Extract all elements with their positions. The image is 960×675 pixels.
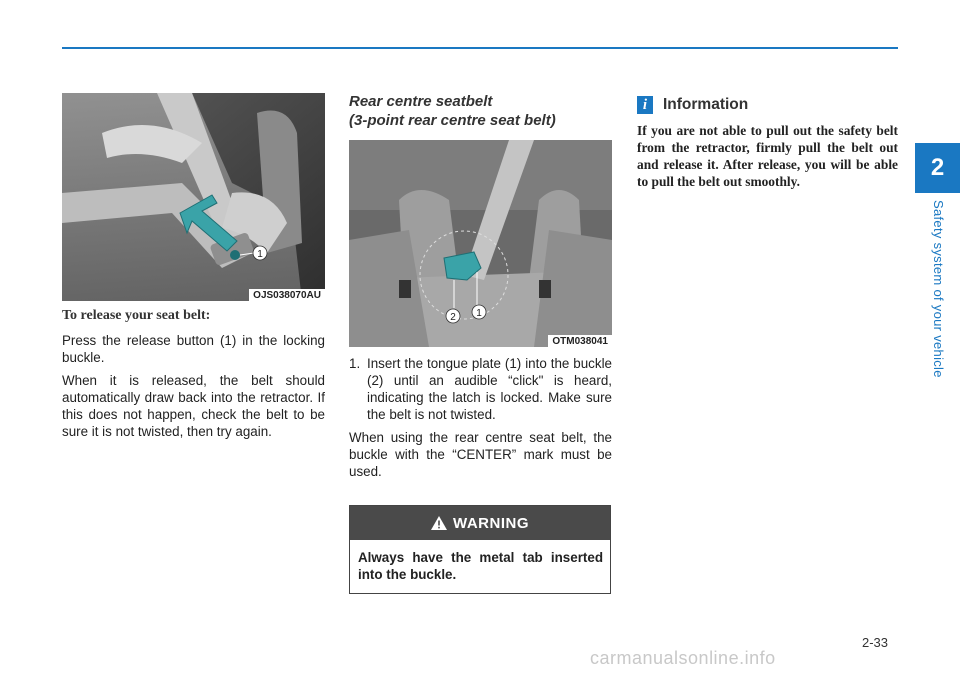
middle-column [349,92,612,142]
step-text: Insert the tongue plate (1) into the buckle (2) until an audible “click" is heard, indicating the latch is locked. Make sure the belt is not twisted. [367,356,612,422]
header-rule [62,47,898,49]
figure-callout-1: 1 [476,308,482,319]
section-heading [349,92,612,130]
warning-triangle-icon [431,516,447,530]
figure-rear-centre-seatbelt [349,140,612,347]
seatbelt-release-illustration [62,93,325,301]
information-title: Information [663,96,749,113]
section-heading: To release your seat belt: [62,308,211,323]
chapter-number-tab[interactable] [915,143,960,193]
rear-seatbelt-illustration [349,140,612,347]
left-column [62,308,325,446]
step-number: 1. [349,356,361,371]
paragraph: When using the rear centre seat belt, the buckle with the “CENTER” mark must be used. [349,430,612,479]
warning-text: Always have the metal tab inserted into the buckle. [358,550,603,582]
info-icon: i [637,96,653,114]
figure-code: OTM038041 [548,335,612,347]
figure-seatbelt-release [62,93,325,301]
watermark-text: carmanualsonline.info [590,648,776,668]
figure-code: OJS038070AU [249,289,325,301]
heading-line: (3-point rear centre seat belt) [349,112,556,129]
paragraph: When it is released, the belt should automatically draw back into the retractor. If this does not happen, check the belt to be sure it is not twisted, then try again. [62,373,325,439]
heading-line: Rear centre seatbelt [349,93,493,110]
chapter-title: Safety system of your vehicle [931,200,946,378]
list-item [349,355,612,423]
chapter-number: 2 [930,154,945,181]
middle-text [349,355,612,486]
page-number: 2-33 [862,635,889,650]
information-text: If you are not able to pull out the safety belt from the retractor, firmly pull the belt out and release it. After release, you will be able to pull the belt out smoothly. [637,123,898,189]
figure-callout-2: 2 [450,312,456,323]
figure-callout-1: 1 [257,249,263,260]
warning-header [350,506,610,540]
paragraph: Press the release button (1) in the locking buckle. [62,333,325,365]
right-column [637,96,898,190]
warning-box [349,505,611,594]
warning-title: WARNING [453,514,529,532]
information-header [637,96,898,114]
